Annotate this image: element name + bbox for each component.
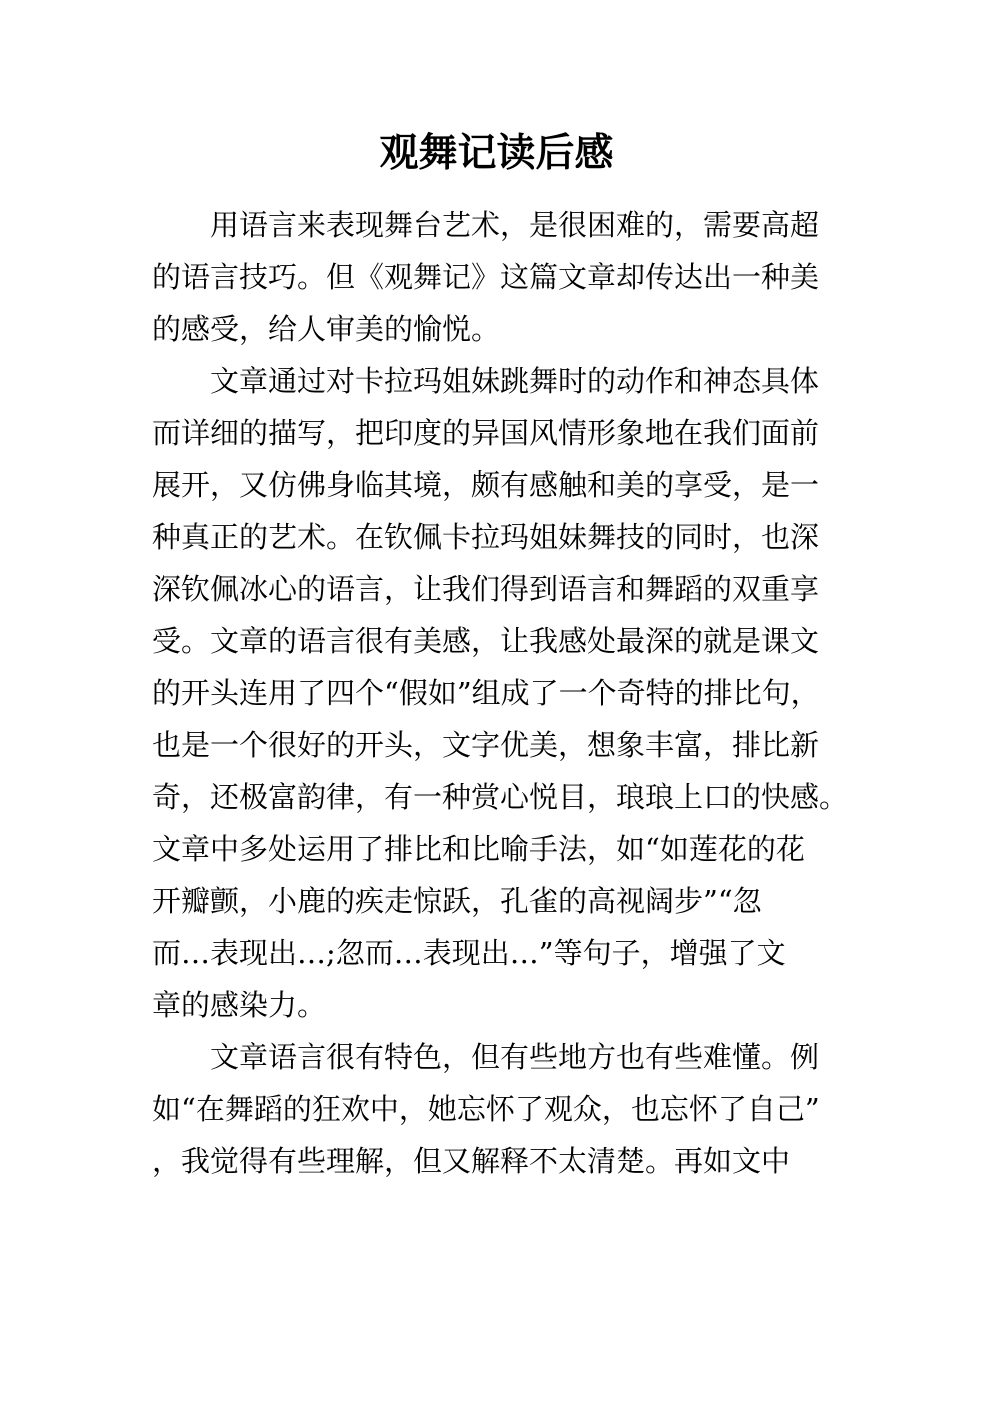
text-line: 的感受，给人审美的愉悦。 (152, 312, 501, 346)
text-line: 如“在舞蹈的狂欢中，她忘怀了观众，也忘怀了自己” (152, 1092, 820, 1126)
text-line: 文章通过对卡拉玛姐妹跳舞时的动作和神态具体 (152, 364, 820, 398)
text-line: 开瓣颤，小鹿的疾走惊跃，孔雀的高视阔步”“忽 (152, 884, 762, 918)
text-line: ，我觉得有些理解，但又解释不太清楚。再如文中 (152, 1144, 791, 1178)
text-line: 的语言技巧。但《观舞记》这篇文章却传达出一种美 (152, 260, 820, 294)
text-line: 而…表现出…;忽而…表现出…”等句子，增强了文 (152, 936, 786, 970)
text-line: 也是一个很好的开头，文字优美，想象丰富，排比新 (152, 728, 820, 762)
text-line: 文章语言很有特色，但有些地方也有些难懂。例 (152, 1040, 820, 1074)
text-line: 章的感染力。 (152, 988, 327, 1022)
document-title: 观舞记读后感 (379, 131, 614, 176)
text-line: 种真正的艺术。在钦佩卡拉玛姐妹舞技的同时，也深 (152, 520, 820, 554)
text-line: 展开，又仿佛身临其境，颇有感触和美的享受，是一 (152, 468, 820, 502)
text-line: 的开头连用了四个“假如”组成了一个奇特的排比句， (152, 676, 820, 710)
text-line: 用语言来表现舞台艺术，是很困难的，需要高超 (152, 208, 820, 242)
text-line: 文章中多处运用了排比和比喻手法，如“如莲花的花 (152, 832, 805, 866)
text-line: 而详细的描写，把印度的异国风情形象地在我们面前 (152, 416, 820, 450)
text-line: 奇，还极富韵律，有一种赏心悦目，琅琅上口的快感。 (152, 780, 849, 814)
text-line: 深钦佩冰心的语言，让我们得到语言和舞蹈的双重享 (152, 572, 820, 606)
text-line: 受。文章的语言很有美感，让我感处最深的就是课文 (152, 624, 820, 658)
